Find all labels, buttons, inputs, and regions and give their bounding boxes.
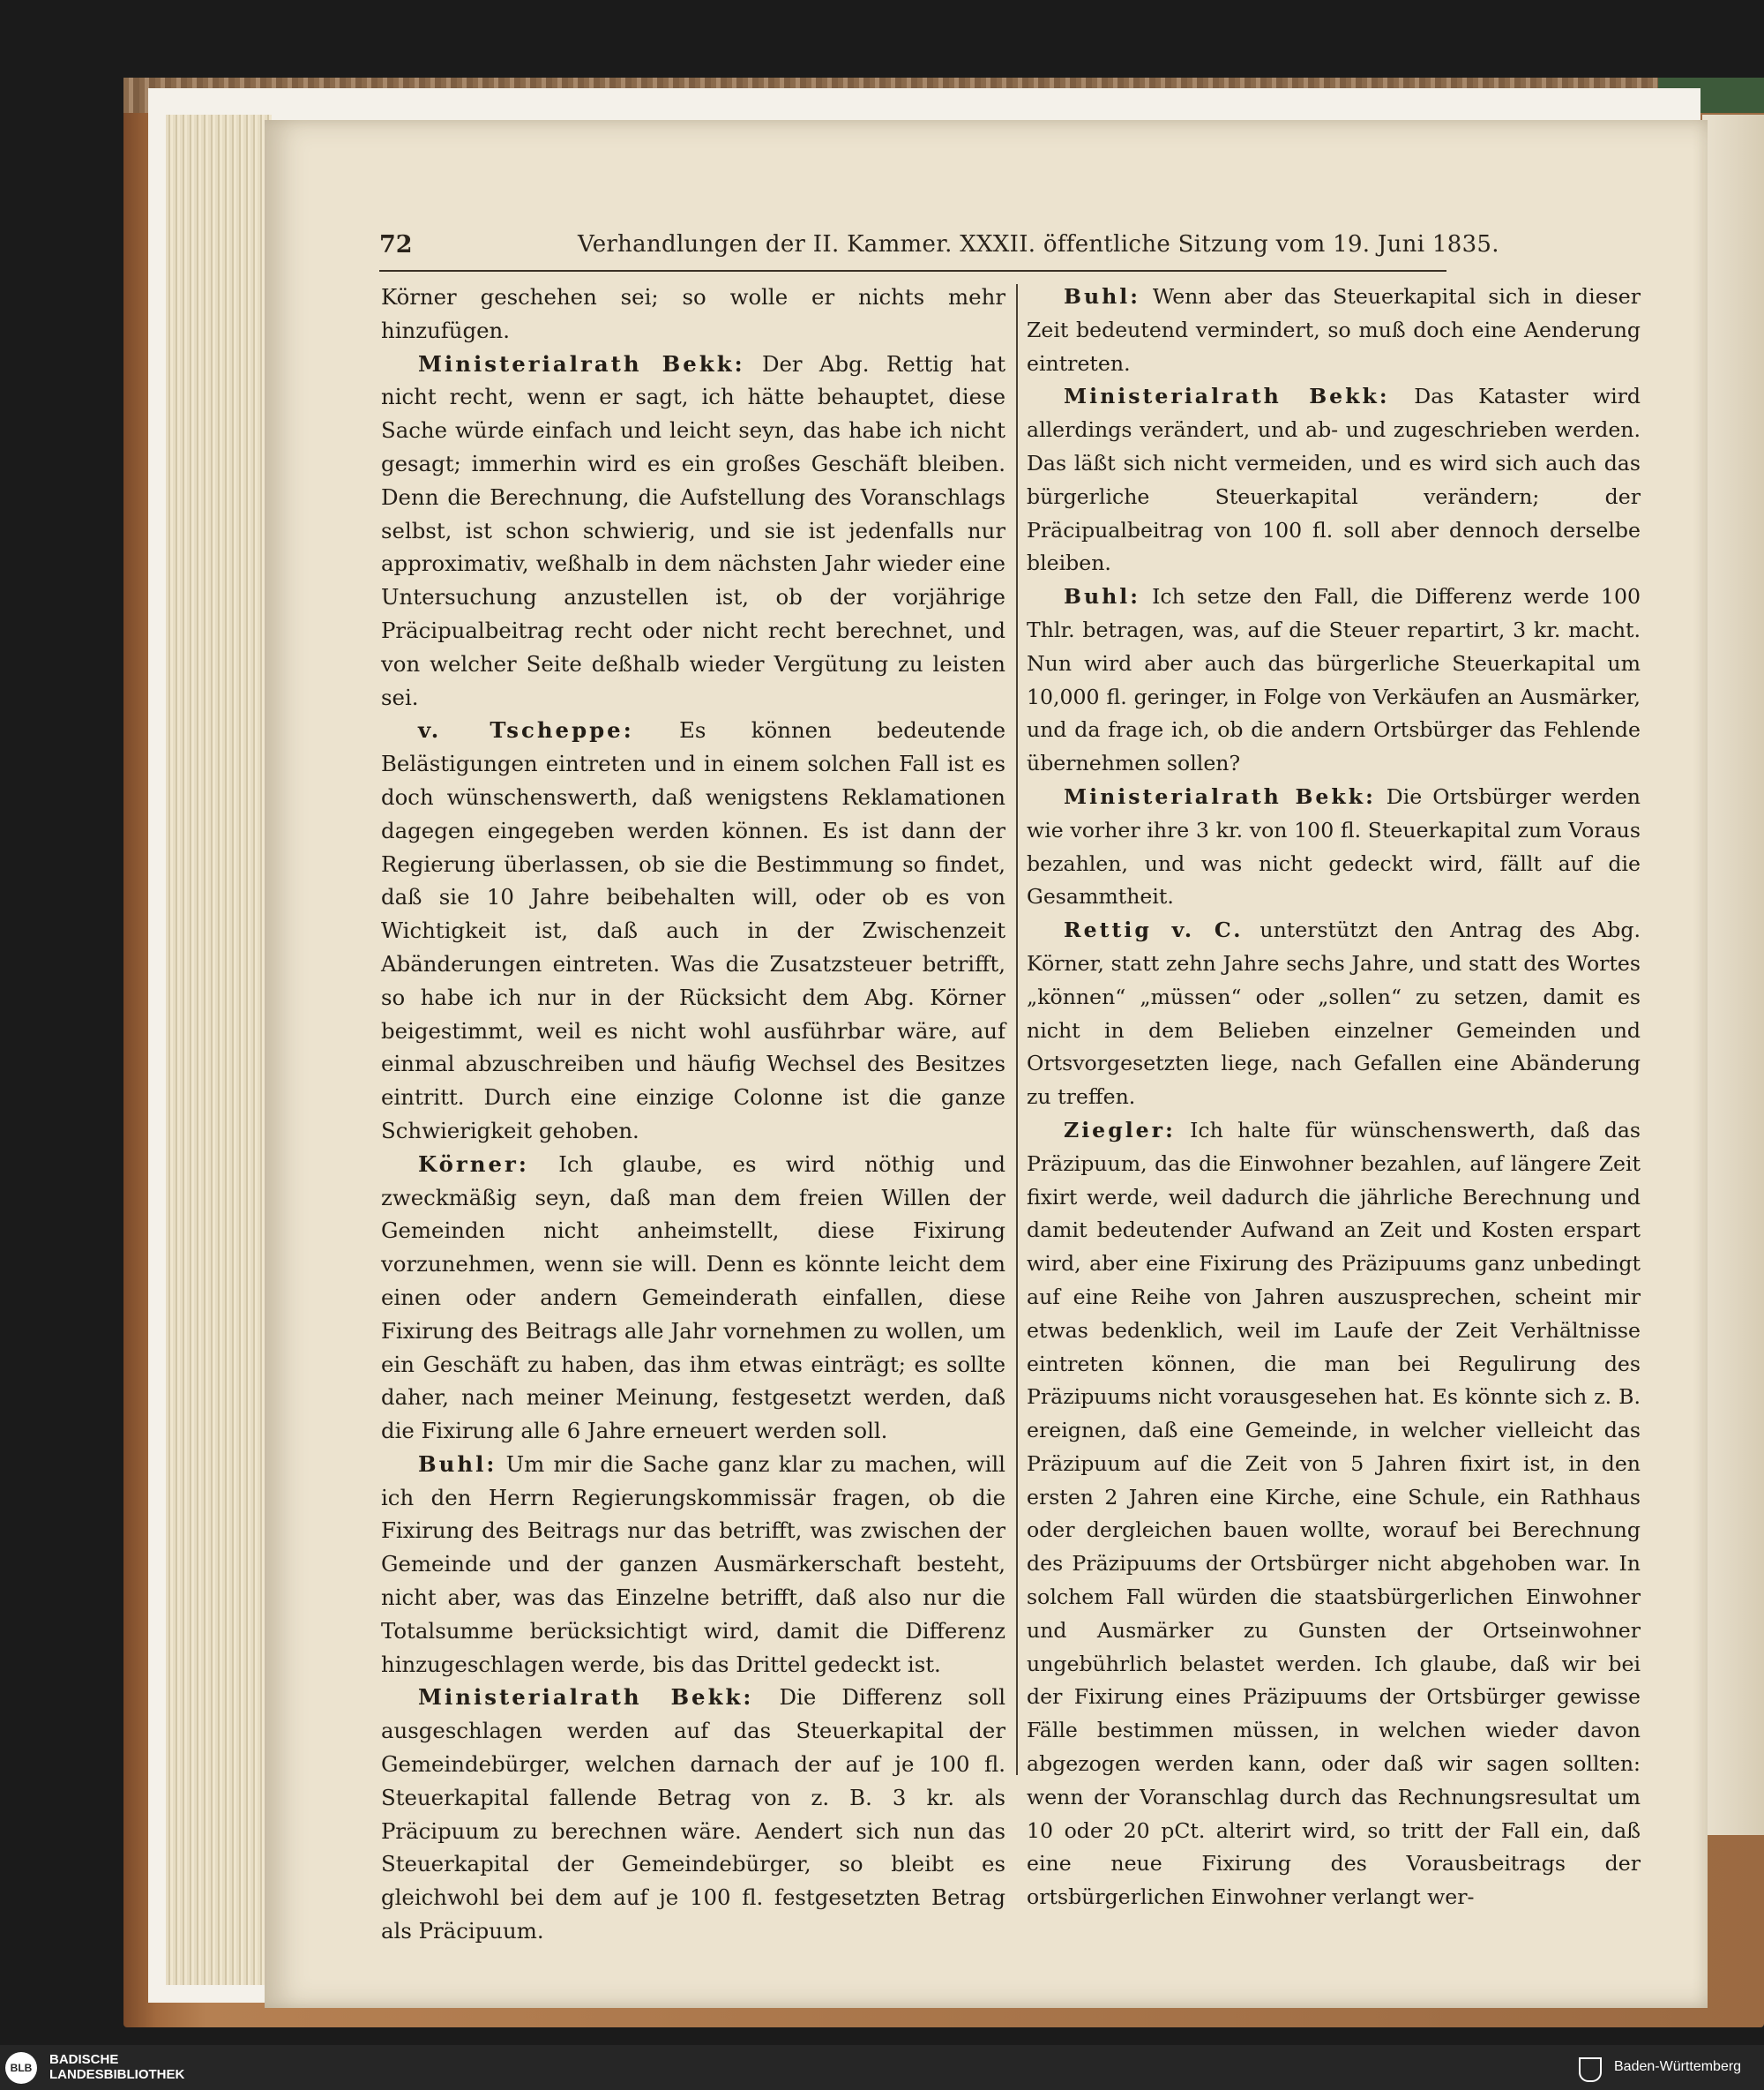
- viewer-footer: [0, 2045, 1764, 2090]
- header-rule: [379, 270, 1446, 272]
- speaker-name: v. Tscheppe:: [418, 717, 634, 744]
- speaker-name: Buhl:: [1064, 584, 1140, 610]
- page-header: [379, 231, 1499, 266]
- speaker-name: Ministerialrath Bekk:: [1064, 384, 1390, 409]
- paragraph: Buhl: Um mir die Sache ganz klar zu machen, will ich den Herrn Regierungskommissär fragen, ob die Fixirung des Beitrags nur das betrifft, was zwischen der Gemeinde und der ganzen Ausmärkerschaft besteht, nicht aber, was das Einzelne betrifft, daß also nur die Totalsumme berücksichtigt wird, damit die Differenz hinzugeschlagen werde, bis das Drittel gedeckt ist.: [381, 1450, 1005, 1677]
- paragraph: Buhl: Ich setze den Fall, die Differenz werde 100 Thlr. betragen, was, auf die Steuer repartirt, 3 kr. macht. Nun wird aber auch das bürgerliche Steuerkapital um 10,000 fl. geringer, in Folge von Verkäufen an Ausmärker, und da frage ich, ob die andern Ortsbürger das Fehlende übernehmen sollen?: [1027, 584, 1641, 776]
- paragraph: Körner: Ich glaube, es wird nöthig und zweckmäßig seyn, daß man dem freien Willen der Gemeinden nicht anheimstellt, diese Fixirung vorzunehmen, wenn sie will. Denn es könnte leicht dem einen oder andern Gemeinderath einfallen, diese Fixirung des Beitrags alle Jahr vornehmen zu wollen, um ein Geschäft zu haben, das ihm etwas einträgt; es sollte daher, nach meiner Meinung, festgesetzt werden, daß die Fixirung alle 6 Jahre erneuert werden soll.: [381, 1150, 1005, 1444]
- paragraph: Ziegler: Ich halte für wünschenswerth, daß das Präzipuum, das die Einwohner bezahlen, auf längere Zeit fixirt werde, weil dadurch die jährliche Berechnung und damit bedeutender Aufwand an Zeit und Kosten erspart wird, aber eine Fixirung des Präzipuums ganz unbedingt auf eine Reihe von Jahren auszusprechen, scheint mir etwas bedenklich, weil im Laufe der Zeit Verhältnisse eintreten können, die man bei Regulirung des Präzipuums nicht vorausgesehen hat. Es könnte sich z. B. ereignen, daß eine Gemeinde, in welcher vielleicht das Präzipuum auf die Zeit von 5 Jahren fixirt ist, in den ersten 2 Jahren eine Kirche, eine Schule, ein Rathhaus oder dergleichen bauen wollte, worauf bei Berechnung des Präzipuums der Ortsbürger nicht abgehoben war. In solchem Fall würden die staatsbürgerlichen Einwohner und Ausmärker zu Gunsten der Ortseinwohner ungebührlich belastet werden. Ich glaube, daß wir bei der Fixirung eines Präzipuums der Ortsbürger gewisse Fälle bestimmen müssen, in welchen wieder davon abgezogen werden kann, oder daß wir sagen sollten: wenn der Voranschlag durch das Rechnungsresultat um 10 oder 20 pCt. alterirt wird, so tritt der Fall ein, daß eine neue Fixirung des Vorausbeitrags der ortsbürgerlichen Einwohner verlangt wer-: [1027, 1117, 1641, 1910]
- paragraph: Ministerialrath Bekk: Das Kataster wird allerdings verändert, und ab- und zugeschrieben werden. Das läßt sich nicht vermeiden, und es wird sich auch das bürgerliche Steuerkapital verändern; der Präcipualbeitrag von 100 fl. soll aber dennoch derselbe bleiben.: [1027, 384, 1641, 576]
- speaker-name: Buhl:: [418, 1450, 497, 1477]
- paragraph: Ministerialrath Bekk: Die Ortsbürger werden wie vorher ihre 3 kr. von 100 fl. Steuerkapital zum Voraus bezahlen, und was nicht gedeckt wird, fällt auf die Gesammtheit.: [1027, 783, 1641, 910]
- blb-logo-icon[interactable]: BLB: [5, 2052, 37, 2084]
- speaker-name: Buhl:: [1064, 284, 1140, 309]
- page-edges: [166, 115, 272, 1985]
- speaker-name: Ministerialrath Bekk:: [418, 1684, 754, 1711]
- speaker-name: Körner:: [418, 1150, 529, 1177]
- column-divider: [1016, 284, 1018, 1775]
- speaker-name: Ziegler:: [1064, 1117, 1176, 1142]
- paragraph: Ministerialrath Bekk: Die Differenz soll ausgeschlagen werden auf das Steuerkapital der Gemeindebürger, welchen darnach der auf je 100 fl. Steuerkapital fallende Betrag von z. B. 3 kr. als Präcipuum zu berechnen wäre. Aendert sich nun das Steuerkapital der Gemeindebürger, so bleibt es gleichwohl bei dem auf je 100 fl. festgesetzten Betrag als Präcipuum.: [381, 1684, 1006, 1944]
- left-column: [381, 281, 1005, 1948]
- paragraph: v. Tscheppe: Es können bedeutende Belästigungen eintreten und in einem solchen Fall ist es doch wünschenswerth, daß wenigstens Reklamationen dagegen eingegeben werden können. Es ist dann der Regierung überlassen, ob sie die Bestimmung so findet, daß sie 10 Jahre beibehalten will, oder ob es von Wichtigkeit ist, daß auch in der Zwischenzeit Abänderungen eintreten. Was die Zusatzsteuer betrifft, so habe ich nur in der Rücksicht dem Abg. Körner beigestimmt, weil es nicht wohl ausführbar wäre, auf einmal abzuschreiben und häufig Wechsel des Besitzes eintritt. Durch eine einzige Colonne ist die ganze Schwierigkeit gehoben.: [381, 717, 1006, 1143]
- paragraph: Rettig v. C. unterstützt den Antrag des Abg. Körner, statt zehn Jahre sechs Jahre, und statt des Wortes „können“ „müssen“ oder „sollen“ zu setzen, damit es nicht in dem Belieben einzelner Gemeinden und Ortsvorgesetzten liege, nach Gefallen eine Abänderung zu treffen.: [1027, 918, 1641, 1110]
- partner-label[interactable]: Baden-Württemberg: [1614, 2059, 1742, 2074]
- right-column: [1027, 281, 1641, 1914]
- paragraph: Ministerialrath Bekk: Der Abg. Rettig hat nicht recht, wenn er sagt, ich hätte behauptet, diese Sache würde einfach und leicht seyn, das habe ich nicht gesagt; immerhin wird es ein großes Geschäft bleiben. Denn die Berechnung, die Aufstellung des Voranschlags selbst, ist schon schwierig, und sie ist jedenfalls nur approximativ, weßhalb in dem nächsten Jahr wieder eine Untersuchung anzustellen ist, ob der vorjährige Präcipualbeitrag recht oder nicht recht berechnet, und von welcher Seite deßhalb wieder Vergütung zu leisten sei.: [381, 350, 1006, 710]
- speaker-name: Ministerialrath Bekk:: [418, 350, 745, 377]
- coat-of-arms-icon: [1579, 2057, 1602, 2082]
- speaker-name: Rettig v. C.: [1064, 918, 1244, 943]
- page-number: 72: [379, 231, 413, 258]
- library-name: BADISCHE LANDESBIBLIOTHEK: [49, 2052, 185, 2082]
- paragraph: Körner geschehen sei; so wolle er nichts mehr hinzufügen.: [381, 284, 1005, 343]
- speaker-name: Ministerialrath Bekk:: [1064, 783, 1376, 809]
- paragraph: Buhl: Wenn aber das Steuerkapital sich in dieser Zeit bedeutend vermindert, so muß doch eine Aenderung eintreten.: [1027, 284, 1641, 376]
- facing-page-edge: [1702, 115, 1764, 1835]
- running-head: Verhandlungen der II. Kammer. XXXII. öffentliche Sitzung vom 19. Juni 1835.: [578, 231, 1499, 258]
